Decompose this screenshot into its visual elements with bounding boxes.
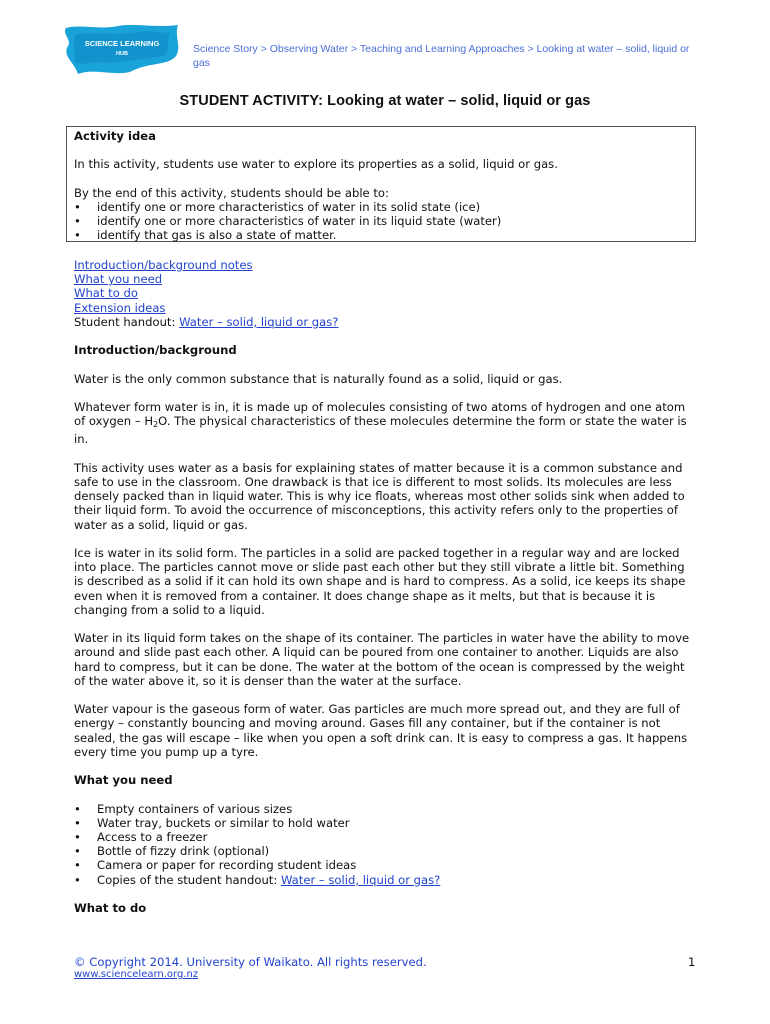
list-item: • Bottle of fizzy drink (optional) (74, 844, 696, 858)
footer-copyright: © Copyright 2014. University of Waikato. All rights reserved. (74, 955, 427, 969)
intro-paragraph-5: Water in its liquid form takes on the shape of its container. The particles in water have the ability to move around and slide past each other. A liquid can be poured from one container to another. Liquids are also hard to compress, but it can be done. The water at the bottom of the ocean is compressed by the weight of the water above it, so it is denser than the water at the surface. (74, 631, 690, 688)
outcome-item: • identify one or more characteristics of water in its liquid state (water) (74, 214, 688, 228)
link-what-you-need[interactable]: What you need (74, 272, 163, 287)
page-title: STUDENT ACTIVITY: Looking at water – solid, liquid or gas (179, 93, 591, 109)
activity-idea-heading: Activity idea (74, 129, 156, 143)
logo-text-top: SCIENCE LEARNING (84, 39, 160, 48)
outcome-item: • identify that gas is also a state of matter. (74, 228, 688, 242)
intro-paragraph-6: Water vapour is the gaseous form of water. Gas particles are much more spread out, and they are full of energy – constantly bouncing and moving around. Gases fill any container, but if the container is not sealed, the gas will escape – like when you open a soft drink can. It is easy to compress a gas. It happens every time you pump up a tyre. (74, 702, 688, 759)
intro-paragraph-3: This activity uses water as a basis for explaining states of matter because it is a common substance and safe to use in the classroom. One drawback is that ice is different to most solids. Its molecules are less densely packed than in liquid water. This is why ice floats, whereas most other solids sink when added to their liquid form. To avoid the occurrence of misconceptions, this activity refers only to the properties of water as a solid, liquid or gas. (74, 460, 685, 532)
list-item: • Copies of the student handout: Water – solid, liquid or gas? (74, 873, 696, 887)
what-to-do-heading: What to do (74, 900, 147, 915)
link-introduction[interactable]: Introduction/background notes (74, 258, 253, 272)
intro-heading: Introduction/background (74, 343, 237, 358)
intro-paragraph-2: Whatever form water is in, it is made up of molecules consisting of two atoms of hydrogen and one atom of oxygen – $H_2O$. The physical characteristics of these molecules determine the form or state the water is in. (74, 399, 687, 447)
what-you-need-heading: What you need (74, 773, 173, 788)
what-you-need-list (74, 802, 696, 887)
link-what-to-do[interactable]: What to do (74, 286, 138, 301)
contents-links (74, 258, 696, 329)
breadcrumb[interactable]: Science Story > Observing Water > Teaching and Learning Approaches > Looking at water – solid, liquid or gas (193, 43, 690, 69)
list-item: • Empty containers of various sizes (74, 802, 696, 816)
link-handout-copies[interactable]: Water – solid, liquid or gas? (280, 872, 441, 887)
list-item: • Camera or paper for recording student ideas (74, 858, 696, 872)
intro-paragraph-1: Water is the only common substance that is naturally found as a solid, liquid or gas. (74, 371, 563, 386)
link-extension-ideas[interactable]: Extension ideas (74, 300, 166, 315)
activity-intro: In this activity, students use water to explore its properties as a solid, liquid or gas. (74, 157, 558, 172)
link-student-handout[interactable]: Water – solid, liquid or gas? (179, 314, 339, 329)
page-number: 1 (688, 955, 696, 969)
list-item: • Water tray, buckets or similar to hold water (74, 816, 696, 830)
main-content (74, 258, 696, 929)
handout-label: Student handout: (74, 314, 180, 329)
footer-website-link[interactable]: www.sciencelearn.org.nz (74, 969, 199, 980)
list-item: • Access to a freezer (74, 830, 696, 844)
activity-idea-box (66, 126, 696, 242)
outcome-item: • identify one or more characteristics of water in its solid state (ice) (74, 200, 688, 214)
logo-text-bottom: HUB (116, 51, 128, 57)
outcomes-list (74, 200, 688, 243)
subscript-2: 2 (153, 420, 159, 430)
science-learning-hub-logo[interactable] (60, 22, 184, 76)
outcomes-lead: By the end of this activity, students should be able to: (74, 185, 389, 200)
intro-paragraph-4: Ice is water in its solid form. The particles in a solid are packed together in a regular way and are locked into place. The particles cannot move or slide past each other but they still vibrate a little bit. Something is described as a solid if it can hold its own shape and is hard to compress. As a solid, ice keeps its shape even when it is removed from a container. It does change shape as it melts, but that is because it is changing from a solid to a liquid. (74, 545, 686, 617)
